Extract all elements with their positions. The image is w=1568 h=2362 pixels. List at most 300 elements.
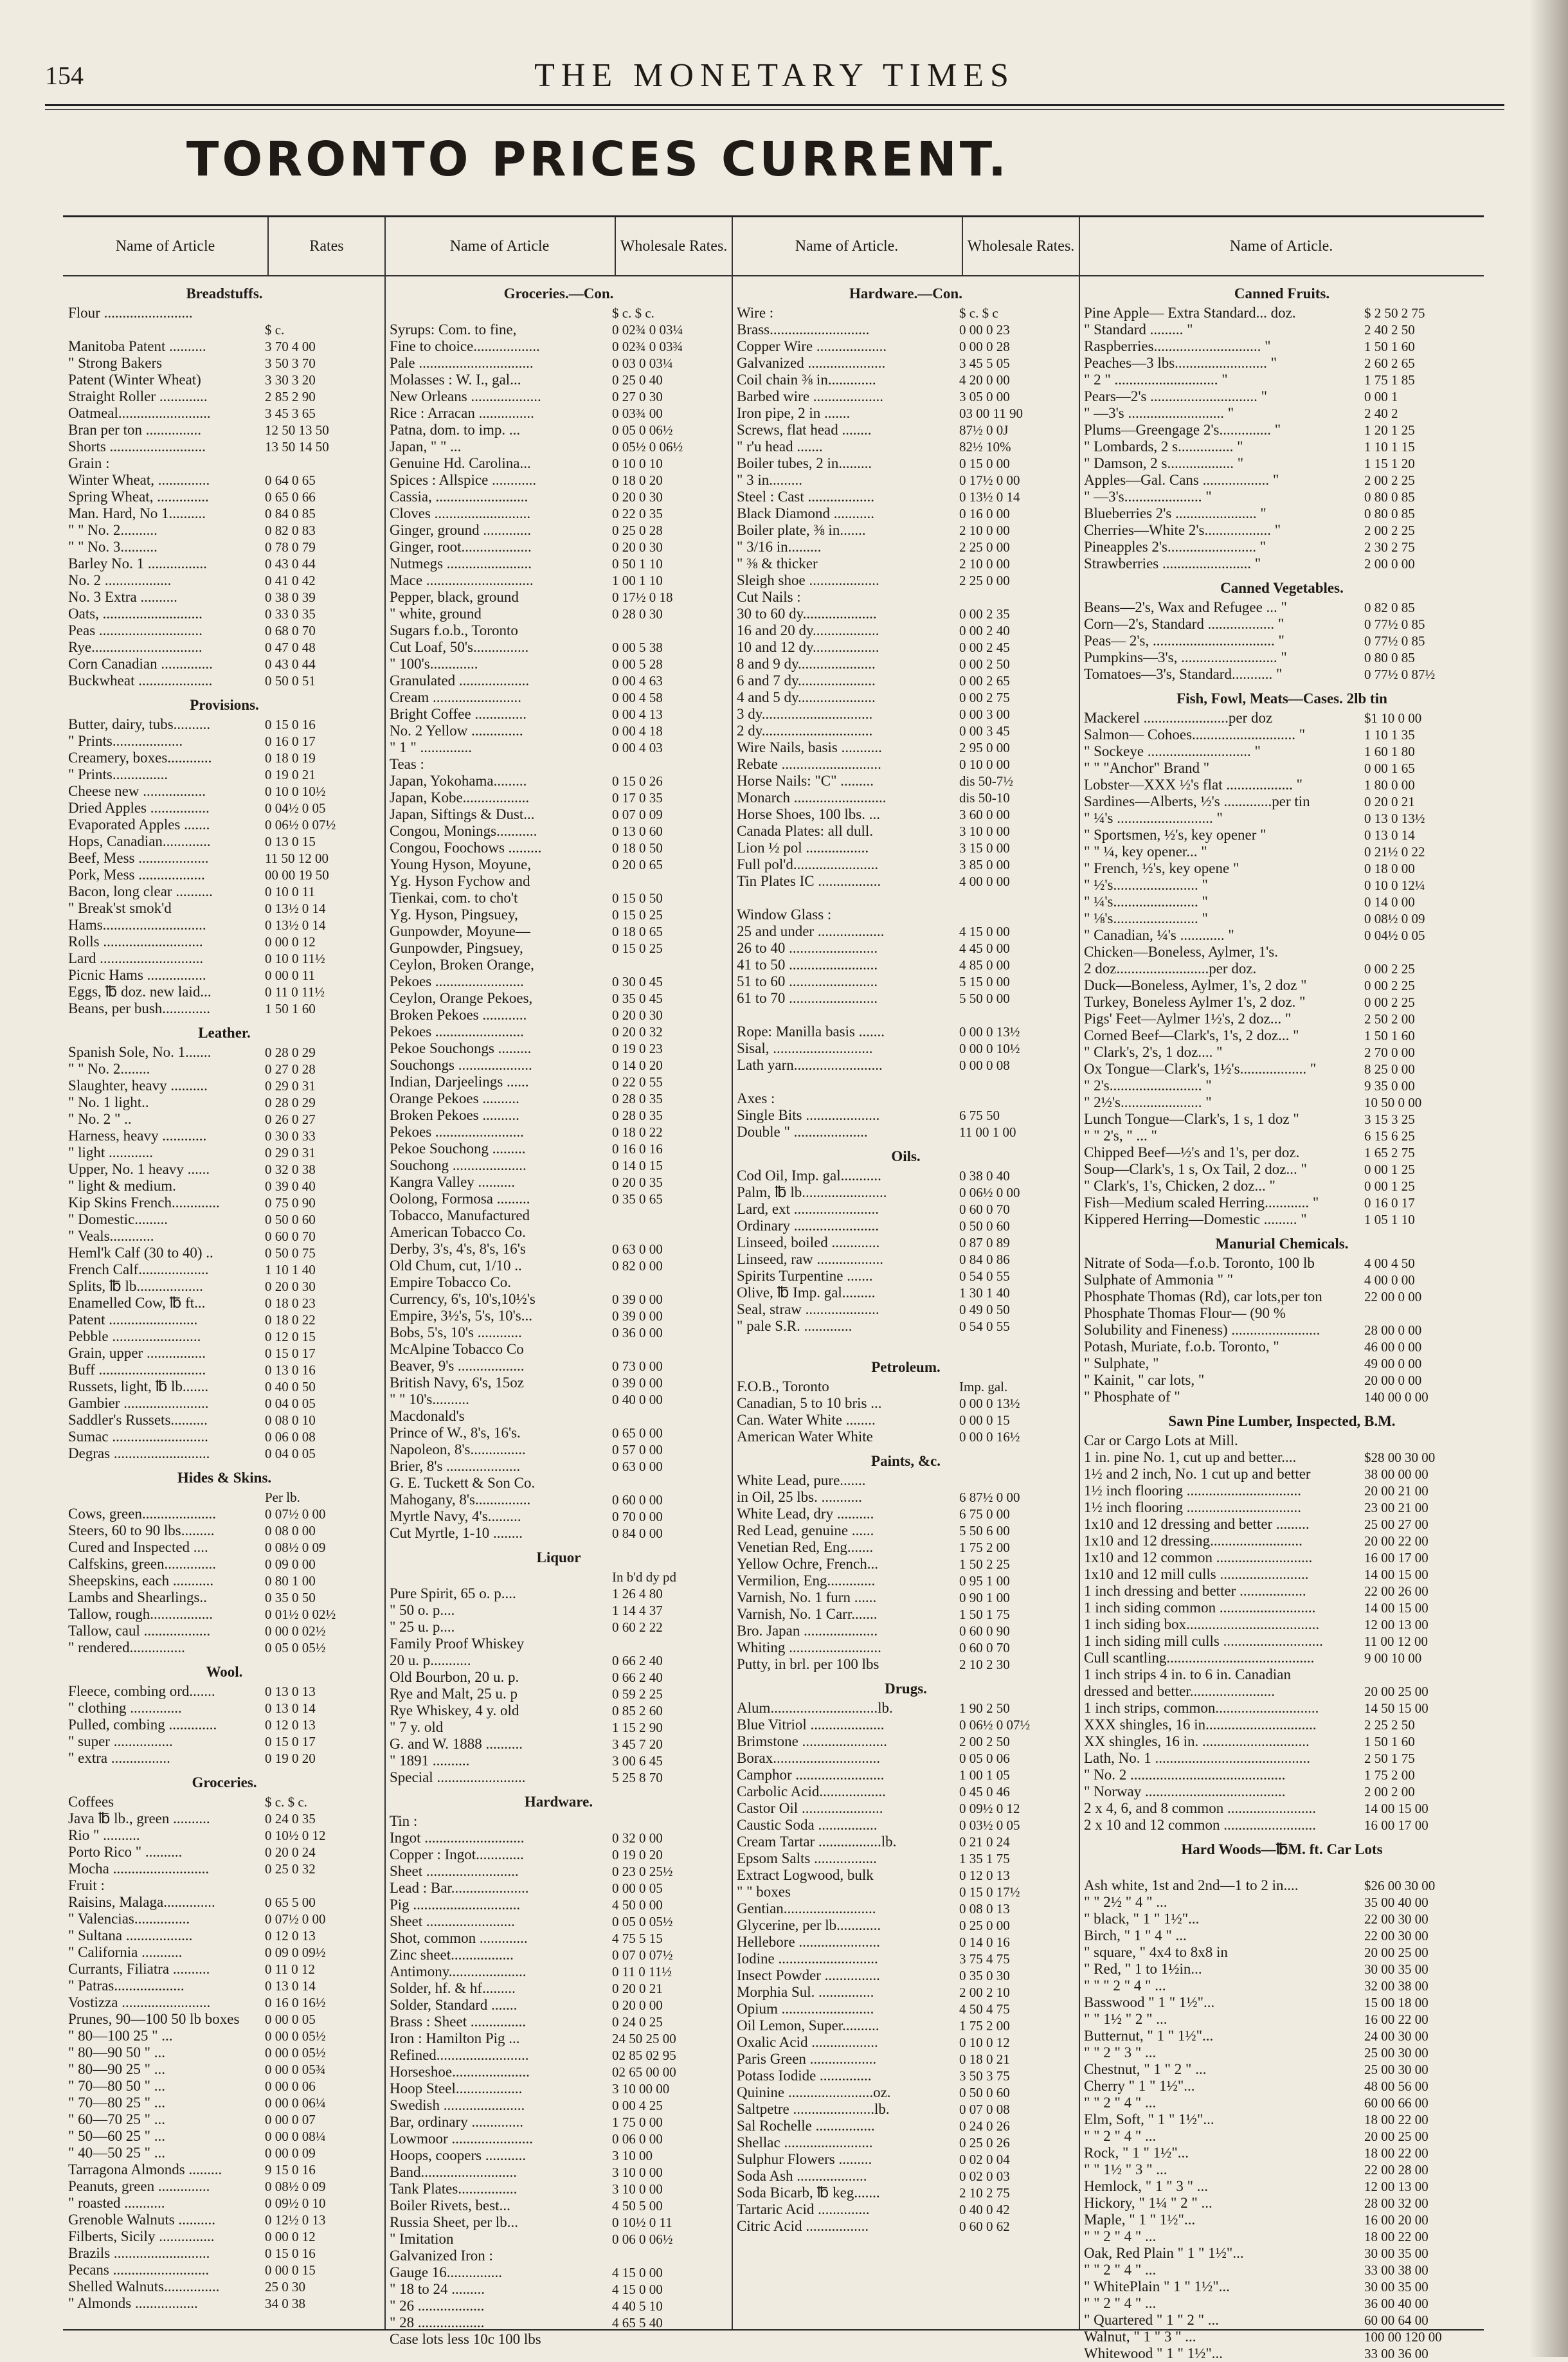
article-name: 51 to 60 ........................ bbox=[737, 973, 878, 989]
section-title: Breadstuffs. bbox=[186, 285, 263, 302]
price-row bbox=[737, 1522, 1075, 1539]
article-rate: 1 60 1 80 bbox=[1364, 744, 1415, 759]
price-row bbox=[1084, 1466, 1480, 1483]
article-name: " 2 " ............................ " bbox=[1084, 372, 1228, 388]
article-name: Linseed, raw .................. bbox=[737, 1251, 884, 1267]
article-rate: 0 63 0 00 bbox=[612, 1241, 663, 1257]
article-rate: 0 15 0 16 bbox=[265, 717, 316, 732]
article-rate: 0 03¾ 00 bbox=[612, 406, 663, 421]
price-row bbox=[68, 1144, 381, 1161]
article-rate: 0 50 1 10 bbox=[612, 556, 663, 572]
price-row bbox=[737, 572, 1075, 589]
price-row bbox=[1084, 1372, 1480, 1389]
article-name: " Almonds ................. bbox=[68, 2295, 198, 2311]
article-name: Enamelled Cow, ℔ ft... bbox=[68, 1295, 206, 1311]
price-row bbox=[1084, 1322, 1480, 1339]
article-name: Kippered Herring—Domestic ......... " bbox=[1084, 1211, 1307, 1227]
article-rate: 0 08½ 0 09 bbox=[265, 2179, 326, 2194]
price-row bbox=[737, 1057, 1075, 1074]
article-name: Walnut, " 1 " 3 " ... bbox=[1084, 2329, 1196, 2345]
article-name: " No. 1 light.. bbox=[68, 1094, 149, 1110]
article-rate: 34 0 38 bbox=[265, 2296, 305, 2311]
article-name: Red Lead, genuine ...... bbox=[737, 1522, 874, 1538]
article-rate: 4 50 5 00 bbox=[612, 2198, 663, 2213]
article-name: Solubility and Fineness) ........................ bbox=[1084, 1322, 1320, 1338]
article-name: Ingot ........................... bbox=[390, 1830, 525, 1846]
price-row bbox=[737, 1884, 1075, 1900]
article-name: Corned Beef—Clark's, 1's, 2 doz... " bbox=[1084, 1027, 1299, 1043]
price-row bbox=[390, 1040, 728, 1057]
article-rate: 0 73 0 00 bbox=[612, 1358, 663, 1374]
article-rate: 1 15 1 20 bbox=[1364, 456, 1415, 471]
article-rate: 3 15 3 25 bbox=[1364, 1112, 1415, 1127]
article-name: 1x10 and 12 mill culls ........................ bbox=[1084, 1566, 1309, 1582]
article-name: Splits, ℔ lb.................. bbox=[68, 1278, 203, 1294]
price-row bbox=[737, 1040, 1075, 1057]
article-name: Borax............................. bbox=[737, 1750, 880, 1766]
article-rate: 2 00 2 25 bbox=[1364, 523, 1415, 538]
article-name: Lunch Tongue—Clark's, 1 s, 1 doz " bbox=[1084, 1111, 1299, 1127]
article-name: Gambier ....................... bbox=[68, 1395, 209, 1411]
price-row bbox=[68, 1700, 381, 1717]
article-name: Cassia, ......................... bbox=[390, 489, 528, 505]
article-rate: 0 10 0 11½ bbox=[265, 951, 325, 966]
article-rate: 0 40 0 42 bbox=[959, 2202, 1010, 2217]
article-rate: 0 75 0 90 bbox=[265, 1195, 316, 1211]
article-rate: 0 54 0 55 bbox=[959, 1268, 1010, 1284]
price-row bbox=[68, 2161, 381, 2178]
article-rate: 60 00 64 00 bbox=[1364, 2312, 1428, 2328]
article-rate: 0 15 0 17½ bbox=[959, 1884, 1020, 1900]
article-name: Picnic Hams ................ bbox=[68, 967, 206, 983]
article-rate: 0 16 0 16 bbox=[612, 1141, 663, 1157]
article-name: " black, " 1 " 1½"... bbox=[1084, 1911, 1200, 1927]
price-row bbox=[68, 750, 381, 766]
article-name: Heml'k Calf (30 to 40) .. bbox=[68, 1245, 213, 1261]
price-row bbox=[1084, 1994, 1480, 2011]
price-row bbox=[1084, 1894, 1480, 1911]
article-rate: 5 25 8 70 bbox=[612, 1770, 663, 1785]
article-name: 2 doz.........................per doz. bbox=[1084, 960, 1257, 977]
article-name: Patent (Winter Wheat) bbox=[68, 372, 201, 388]
article-name: American Water White bbox=[737, 1429, 873, 1445]
article-name: Shot, common ............. bbox=[390, 1930, 528, 1946]
price-row bbox=[1084, 1616, 1480, 1633]
article-rate: 0 04½ 0 05 bbox=[265, 800, 326, 816]
article-rate: 4 65 5 40 bbox=[612, 2315, 663, 2330]
article-rate bbox=[953, 1007, 1075, 1023]
article-name: Rio " .......... bbox=[68, 1827, 140, 1843]
article-name: " 3 in......... bbox=[737, 472, 803, 488]
article-rate: 3 75 4 75 bbox=[959, 1951, 1010, 1967]
article-rate: 25 0 30 bbox=[265, 2279, 305, 2294]
price-row bbox=[390, 2298, 728, 2314]
price-row bbox=[737, 1783, 1075, 1800]
article-name: Pekoe Souchong ......... bbox=[390, 1140, 526, 1157]
price-row bbox=[737, 1967, 1075, 1984]
price-row bbox=[737, 656, 1075, 672]
price-row bbox=[1084, 1683, 1480, 1700]
article-name: Dried Apples ................ bbox=[68, 800, 210, 816]
article-rate: 0 13 0 14 bbox=[265, 1700, 316, 1716]
price-row bbox=[68, 1429, 381, 1445]
price-row bbox=[1084, 1111, 1480, 1128]
article-name: Apples—Gal. Cans .................. " bbox=[1084, 472, 1279, 488]
article-name: " Break'st smok'd bbox=[68, 900, 172, 916]
price-row bbox=[390, 1458, 728, 1475]
price-row bbox=[1084, 1144, 1480, 1161]
price-row bbox=[390, 372, 728, 388]
section-title: Groceries.—Con. bbox=[503, 285, 614, 302]
article-name: " rendered............... bbox=[68, 1639, 185, 1655]
price-row bbox=[68, 800, 381, 816]
price-row bbox=[1084, 455, 1480, 472]
article-name: Brass : Sheet ............... bbox=[390, 2014, 527, 2030]
price-row bbox=[68, 1944, 381, 1961]
article-name: Bar, ordinary .............. bbox=[390, 2114, 523, 2130]
article-name: Cod Oil, Imp. gal........... bbox=[737, 1167, 881, 1184]
article-rate: 0 15 0 16 bbox=[265, 2246, 316, 2261]
article-rate: 0 13 0 13 bbox=[265, 1684, 316, 1699]
article-rate: 3 15 0 00 bbox=[959, 840, 1010, 856]
price-row bbox=[390, 405, 728, 422]
price-row bbox=[1084, 355, 1480, 372]
article-name: " 25 u. p.... bbox=[390, 1619, 455, 1635]
price-row bbox=[68, 388, 381, 405]
article-name: Rye and Malt, 25 u. p bbox=[390, 1686, 518, 1702]
article-name: 26 to 40 ........................ bbox=[737, 940, 878, 956]
article-name: Kangra Valley .......... bbox=[390, 1174, 516, 1190]
article-name: White Lead, pure....... bbox=[737, 1472, 866, 1488]
article-name: " 26 .................. bbox=[390, 2298, 485, 2314]
article-rate: 3 85 0 00 bbox=[959, 857, 1010, 872]
article-name: Turkey, Boneless Aylmer 1's, 2 doz. " bbox=[1084, 994, 1306, 1010]
price-row bbox=[1084, 827, 1480, 843]
article-rate: 4 75 5 15 bbox=[612, 1931, 663, 1946]
price-row bbox=[390, 1508, 728, 1525]
article-rate: 0 00 0 16½ bbox=[959, 1429, 1020, 1445]
article-rate: 0 00 0 05½ bbox=[265, 2028, 326, 2044]
article-name: No. 3 Extra .......... bbox=[68, 589, 177, 605]
price-row bbox=[737, 455, 1075, 472]
article-rate: 4 00 0 00 bbox=[959, 874, 1010, 889]
article-rate bbox=[606, 1274, 728, 1291]
article-name: Phosphate Thomas (Rd), car lots,per ton bbox=[1084, 1288, 1322, 1304]
article-name: Cherry " 1 " 1½"... bbox=[1084, 2078, 1195, 2094]
article-rate: 0 20 0 24 bbox=[265, 1844, 316, 1860]
article-name: Boiler Rivets, best... bbox=[390, 2197, 510, 2213]
price-row bbox=[68, 950, 381, 967]
price-row bbox=[1084, 994, 1480, 1011]
article-rate bbox=[606, 1636, 728, 1652]
article-rate: 0 64 0 65 bbox=[265, 473, 316, 488]
price-row bbox=[1084, 2044, 1480, 2061]
price-row bbox=[68, 1094, 381, 1111]
article-name: Teas : bbox=[390, 756, 424, 772]
article-rate: 0 43 0 44 bbox=[265, 656, 316, 672]
article-name: Hellebore ...................... bbox=[737, 1934, 880, 1950]
price-row bbox=[737, 840, 1075, 856]
article-rate: 4 50 4 75 bbox=[959, 2001, 1010, 2017]
article-name: Double " .................... bbox=[737, 1124, 868, 1140]
price-row bbox=[68, 1639, 381, 1656]
article-name: " Patras................... bbox=[68, 1978, 185, 1994]
price-row bbox=[737, 2051, 1075, 2068]
article-rate: 0 09 0 09½ bbox=[265, 1945, 326, 1960]
price-row bbox=[390, 656, 728, 672]
article-rate: 2 10 0 00 bbox=[959, 523, 1010, 538]
article-rate: $ c. $ c. bbox=[265, 1794, 307, 1810]
price-row bbox=[737, 689, 1075, 706]
price-row bbox=[68, 1556, 381, 1573]
article-name: Man. Hard, No 1.......... bbox=[68, 505, 206, 521]
price-row bbox=[737, 2201, 1075, 2218]
article-rate: 4 40 5 10 bbox=[612, 2298, 663, 2314]
article-name: " 50—60 25 " ... bbox=[68, 2128, 166, 2144]
article-name: " California ........... bbox=[68, 1944, 183, 1960]
article-name: Souchongs .................... bbox=[390, 1057, 532, 1073]
price-row bbox=[390, 1224, 728, 1241]
article-name: Cows, green.................... bbox=[68, 1506, 216, 1522]
price-row bbox=[1084, 894, 1480, 910]
price-row bbox=[390, 2080, 728, 2097]
price-row bbox=[1084, 2212, 1480, 2228]
article-rate: 0 00 0 15 bbox=[959, 1412, 1010, 1428]
article-name: " 60—70 25 " ... bbox=[68, 2111, 166, 2127]
article-rate: 1 75 0 00 bbox=[612, 2114, 663, 2130]
article-name: Pebble ........................ bbox=[68, 1328, 201, 1344]
article-rate: 0 17½ 0 00 bbox=[959, 473, 1020, 488]
article-name: Chipped Beef—½'s and 1's, per doz. bbox=[1084, 1144, 1300, 1160]
price-row bbox=[737, 1934, 1075, 1951]
price-row bbox=[68, 2295, 381, 2312]
article-rate: 0 00 5 28 bbox=[612, 656, 663, 672]
price-row bbox=[737, 1395, 1075, 1412]
price-row bbox=[737, 388, 1075, 405]
price-row bbox=[1084, 793, 1480, 810]
article-rate: 0 00 2 65 bbox=[959, 673, 1010, 689]
price-row bbox=[1084, 1717, 1480, 1733]
price-row bbox=[390, 1830, 728, 1846]
price-row bbox=[1084, 877, 1480, 894]
article-rate: 0 16 0 17 bbox=[1364, 1195, 1415, 1211]
article-name: 3 dy.............................. bbox=[737, 706, 873, 722]
price-row bbox=[68, 1733, 381, 1750]
article-rate: 0 15 0 25 bbox=[612, 907, 663, 923]
article-rate: 3 10 00 00 bbox=[612, 2081, 670, 2096]
article-name: " Domestic......... bbox=[68, 1211, 168, 1227]
article-rate: 0 10½ 0 12 bbox=[265, 1828, 326, 1843]
price-row bbox=[737, 1767, 1075, 1783]
price-row bbox=[390, 1636, 728, 1652]
article-name: Sulphate of Ammonia " " bbox=[1084, 1272, 1234, 1288]
price-row bbox=[68, 1345, 381, 1362]
article-name: Venetian Red, Eng....... bbox=[737, 1539, 874, 1555]
article-rate: 0 41 0 42 bbox=[265, 573, 316, 588]
article-rate: 0 50 0 60 bbox=[959, 1218, 1010, 1234]
column-header-name: Name of Article bbox=[449, 238, 550, 255]
article-rate: 18 00 22 00 bbox=[1364, 2145, 1428, 2161]
price-row bbox=[390, 321, 728, 338]
article-name: " Prints................... bbox=[68, 733, 183, 749]
article-name: Vostizza ........................ bbox=[68, 1994, 211, 2010]
article-rate: 0 60 0 62 bbox=[959, 2219, 1010, 2234]
article-rate: 3 10 0 00 bbox=[612, 2181, 663, 2197]
article-rate: 32 00 38 00 bbox=[1364, 1978, 1428, 1994]
price-row bbox=[68, 656, 381, 672]
article-rate: 0 00 1 25 bbox=[1364, 1162, 1415, 1177]
article-rate: dis 50-10 bbox=[959, 790, 1010, 806]
article-rate: 0 40 0 50 bbox=[265, 1379, 316, 1394]
article-rate: 2 25 0 00 bbox=[959, 573, 1010, 588]
article-rate: 1 26 4 80 bbox=[612, 1586, 663, 1601]
article-name: " 2's......................... " bbox=[1084, 1077, 1212, 1094]
article-rate: 2 00 2 00 bbox=[1364, 1784, 1415, 1799]
article-rate: 0 00 0 09 bbox=[265, 2145, 316, 2161]
article-name: Elm, Soft, " 1 " 1½"... bbox=[1084, 2111, 1214, 2127]
article-name: Birch, " 1 " 4 " ... bbox=[1084, 1927, 1187, 1943]
article-rate: 0 16 0 16½ bbox=[265, 1995, 326, 2010]
article-name: " Sportsmen, ½'s, key opener " bbox=[1084, 827, 1266, 843]
price-row bbox=[390, 1963, 728, 1980]
article-name: Tienkai, com. to cho't bbox=[390, 890, 518, 906]
price-row bbox=[390, 2248, 728, 2264]
article-rate: 0 00 3 45 bbox=[959, 723, 1010, 739]
article-rate: 0 32 0 38 bbox=[265, 1162, 316, 1177]
price-row bbox=[1084, 438, 1480, 455]
price-row bbox=[390, 2281, 728, 2298]
price-row bbox=[68, 2128, 381, 2145]
article-name: Lambs and Shearlings.. bbox=[68, 1589, 207, 1605]
article-name: Wire Nails, basis ........... bbox=[737, 739, 882, 755]
article-name: Beans—2's, Wax and Refugee ... " bbox=[1084, 599, 1287, 615]
article-name: XX shingles, 16 in. ............................. bbox=[1084, 1733, 1310, 1749]
article-rate: 3 45 3 65 bbox=[265, 406, 316, 421]
article-name: " Lombards, 2 s............... " bbox=[1084, 438, 1243, 455]
article-rate: 1 00 1 10 bbox=[612, 573, 663, 588]
article-rate: 0 04 0 05 bbox=[265, 1396, 316, 1411]
article-rate: 0 20 0 35 bbox=[612, 1175, 663, 1190]
article-name: 16 and 20 dy.................. bbox=[737, 622, 879, 638]
price-row bbox=[68, 2195, 381, 2212]
article-name: Family Proof Whiskey bbox=[390, 1636, 525, 1652]
price-row bbox=[68, 2212, 381, 2228]
article-name: 10 and 12 dy.................. bbox=[737, 639, 879, 655]
price-row bbox=[390, 1686, 728, 1702]
price-row bbox=[68, 606, 381, 622]
article-name: Beans, per bush............. bbox=[68, 1000, 211, 1016]
price-row bbox=[68, 1894, 381, 1911]
article-rate: 0 25 0 40 bbox=[612, 372, 663, 388]
article-rate bbox=[606, 1207, 728, 1224]
price-row bbox=[390, 1719, 728, 1736]
article-name: Hams............................ bbox=[68, 917, 206, 933]
price-row bbox=[390, 957, 728, 973]
article-rate: 0 02 0 04 bbox=[959, 2152, 1010, 2167]
price-row bbox=[68, 1328, 381, 1345]
price-row bbox=[390, 906, 728, 923]
price-row bbox=[68, 2095, 381, 2111]
section-title: Hardware. bbox=[524, 1794, 593, 1810]
price-row bbox=[390, 840, 728, 856]
article-name: Tobacco, Manufactured bbox=[390, 1207, 530, 1223]
price-row bbox=[1084, 1566, 1480, 1583]
price-row bbox=[737, 1107, 1075, 1124]
article-name: Peaches—3 lbs......................... " bbox=[1084, 355, 1277, 371]
price-row bbox=[68, 2228, 381, 2245]
price-row bbox=[737, 1285, 1075, 1301]
article-name: " " 2 " 3 " ... bbox=[1084, 2044, 1157, 2060]
article-rate: 8 25 0 00 bbox=[1364, 1061, 1415, 1077]
article-rate: 0 10 0 12¼ bbox=[1364, 878, 1425, 893]
article-rate: 0 50 0 60 bbox=[265, 1212, 316, 1227]
price-row bbox=[68, 2245, 381, 2262]
price-row bbox=[1084, 1666, 1480, 1683]
article-name: dressed and better....................... bbox=[1084, 1683, 1275, 1699]
price-column-4 bbox=[1079, 217, 1484, 2361]
price-row bbox=[390, 1930, 728, 1947]
article-rate: 1 50 1 60 bbox=[1364, 1028, 1415, 1043]
article-rate: 0 00 0 23 bbox=[959, 322, 1010, 338]
article-name: " 70—80 25 " ... bbox=[68, 2095, 166, 2111]
price-row bbox=[737, 1184, 1075, 1201]
article-rate: 0 20 0 30 bbox=[612, 539, 663, 555]
article-rate: 0 00 2 40 bbox=[959, 623, 1010, 638]
article-rate: 0 28 0 35 bbox=[612, 1108, 663, 1123]
article-name: 1 inch strips 4 in. to 6 in. Canadian bbox=[1084, 1666, 1291, 1682]
price-row bbox=[1084, 1944, 1480, 1961]
article-name: 1½ inch flooring ............................... bbox=[1084, 1483, 1301, 1499]
article-name: " " 2 " 4 " ... bbox=[1084, 2295, 1157, 2311]
price-row bbox=[390, 2231, 728, 2248]
article-rate bbox=[953, 589, 1075, 606]
article-rate: 0 20 0 32 bbox=[612, 1024, 663, 1040]
price-row bbox=[737, 1573, 1075, 1589]
price-row bbox=[1084, 1911, 1480, 1927]
price-row bbox=[1084, 2345, 1480, 2362]
article-name: Axes : bbox=[737, 1090, 775, 1106]
column-header bbox=[732, 217, 1079, 276]
price-row bbox=[390, 723, 728, 739]
article-name: Indian, Darjeelings ...... bbox=[390, 1074, 529, 1090]
page-title: TORONTO PRICES CURRENT. bbox=[186, 132, 1010, 187]
article-rate: 0 05½ 0 06½ bbox=[612, 439, 683, 455]
article-name: " " ¼, key opener... " bbox=[1084, 843, 1207, 860]
article-name: Potash, Muriate, f.o.b. Toronto, " bbox=[1084, 1339, 1279, 1355]
article-name: Congou, Monings........... bbox=[390, 823, 537, 839]
article-name: Oolong, Formosa ......... bbox=[390, 1191, 530, 1207]
article-name: Zinc sheet................. bbox=[390, 1947, 514, 1963]
article-rate bbox=[953, 1472, 1075, 1489]
price-row bbox=[737, 1606, 1075, 1623]
price-row bbox=[390, 806, 728, 823]
price-row bbox=[68, 1961, 381, 1978]
article-name: " Standard ......... " bbox=[1084, 321, 1193, 338]
article-name: 61 to 70 ........................ bbox=[737, 990, 878, 1006]
article-rate: 0 77½ 0 85 bbox=[1364, 617, 1425, 632]
price-row bbox=[1084, 2111, 1480, 2128]
article-name: Sheepskins, each ........... bbox=[68, 1573, 214, 1589]
article-name: " ¼'s .......................... " bbox=[1084, 810, 1223, 826]
article-rate: 0 02¾ 0 03¾ bbox=[612, 339, 683, 354]
article-rate: 0 10½ 0 11 bbox=[612, 2215, 672, 2230]
article-name: Refined......................... bbox=[390, 2047, 529, 2063]
price-row bbox=[390, 1274, 728, 1291]
price-row bbox=[737, 372, 1075, 388]
article-name: " Sultana .................. bbox=[68, 1927, 193, 1943]
article-rate: Imp. gal. bbox=[959, 1379, 1008, 1394]
price-row bbox=[68, 900, 381, 917]
